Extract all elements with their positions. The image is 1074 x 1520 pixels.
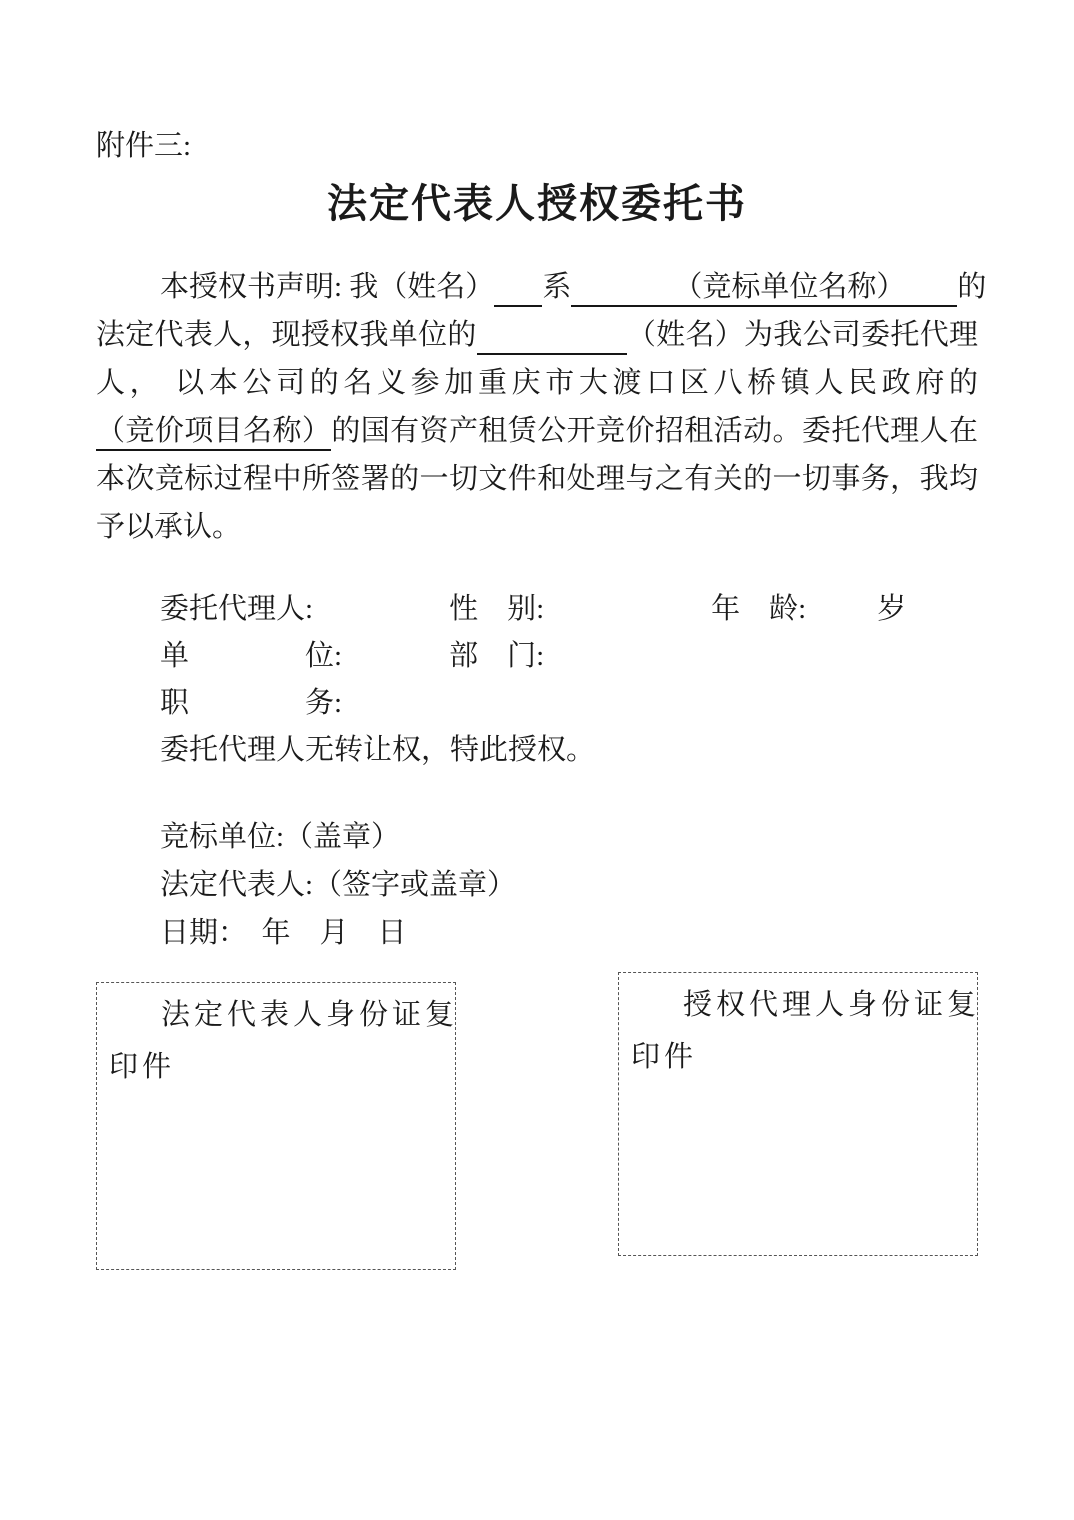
age-unit-label: 岁 — [877, 593, 907, 625]
age-label: 年 龄: — [711, 593, 807, 625]
line1-text-lead: 本授权书声明: 我（姓名） — [160, 271, 495, 303]
line2-text-lead: 法定代表人，现授权我单位的 — [96, 319, 477, 351]
line5-text: 本次竞标过程中所签署的一切文件和处理与之有关的一切事务，我均 — [96, 463, 978, 495]
project-name-underline — [96, 415, 331, 451]
blank-underline — [905, 292, 957, 296]
agent-name-underline — [477, 319, 627, 355]
signature-block — [96, 813, 978, 957]
document-title: 法定代表人授权委托书 — [327, 182, 747, 226]
field-row-position — [96, 680, 978, 727]
agent-fields — [96, 586, 978, 774]
department-label: 部 门: — [449, 640, 545, 672]
paragraph-line-5 — [96, 455, 978, 503]
paragraph-line-4 — [96, 407, 978, 455]
field-row-agent — [96, 586, 978, 633]
agent-label: 委托代理人: — [160, 593, 314, 625]
agent-id-copy-box — [618, 972, 981, 1256]
line4-text-tail: 的国有资产租赁公开竞价招租活动。委托代理人在 — [331, 415, 978, 447]
date-row — [96, 909, 978, 957]
position-label: 职 务: — [160, 687, 343, 719]
no-transfer-note — [96, 727, 978, 774]
gender-label: 性 别: — [449, 593, 545, 625]
paragraph-line-6 — [96, 503, 978, 551]
legal-rep-id-copy-line1: 法定代表人身份证复 — [161, 999, 459, 1031]
attachment-label: 附件三: — [96, 130, 192, 162]
line3-text: 人， 以本公司的名义参加重庆市大渡口区八桥镇人民政府的 — [96, 367, 978, 399]
id-copy-boxes — [96, 982, 981, 1270]
field-row-unit — [96, 633, 978, 680]
paragraph-line-3 — [96, 359, 978, 407]
paragraph-line-2 — [96, 311, 978, 359]
paragraph-line-1 — [96, 263, 987, 311]
date-label: 日期： 年 月 日 — [160, 917, 407, 949]
line1-text-de: 的 — [957, 271, 987, 303]
project-name-placeholder: （竞价项目名称） — [96, 415, 332, 447]
name-blank-underline — [494, 271, 542, 307]
blank-underline — [494, 292, 542, 296]
blank-underline — [477, 340, 627, 344]
no-transfer-text: 委托代理人无转让权，特此授权。 — [160, 734, 596, 766]
blank-underline — [571, 292, 673, 296]
bidder-unit-label: 竞标单位:（盖章） — [160, 821, 401, 853]
line1-text-xi: 系 — [542, 271, 572, 303]
legal-rep-id-copy-box — [96, 982, 459, 1270]
legal-rep-label: 法定代表人:（签字或盖章） — [160, 869, 517, 901]
agent-id-copy-line2: 印件 — [631, 1041, 698, 1073]
bidder-name-underline — [571, 271, 957, 307]
bidder-unit-row — [96, 813, 978, 861]
line6-text: 予以承认。 — [96, 511, 242, 543]
line2-text-tail: （姓名）为我公司委托代理 — [626, 319, 978, 351]
legal-rep-id-copy-line2: 印件 — [109, 1051, 176, 1083]
body-paragraph — [96, 263, 987, 551]
unit-label: 单 位: — [160, 640, 343, 672]
agent-id-copy-line1: 授权代理人身份证复 — [683, 989, 981, 1021]
bidder-unit-placeholder: （竞标单位名称） — [673, 271, 906, 303]
legal-rep-row — [96, 861, 978, 909]
